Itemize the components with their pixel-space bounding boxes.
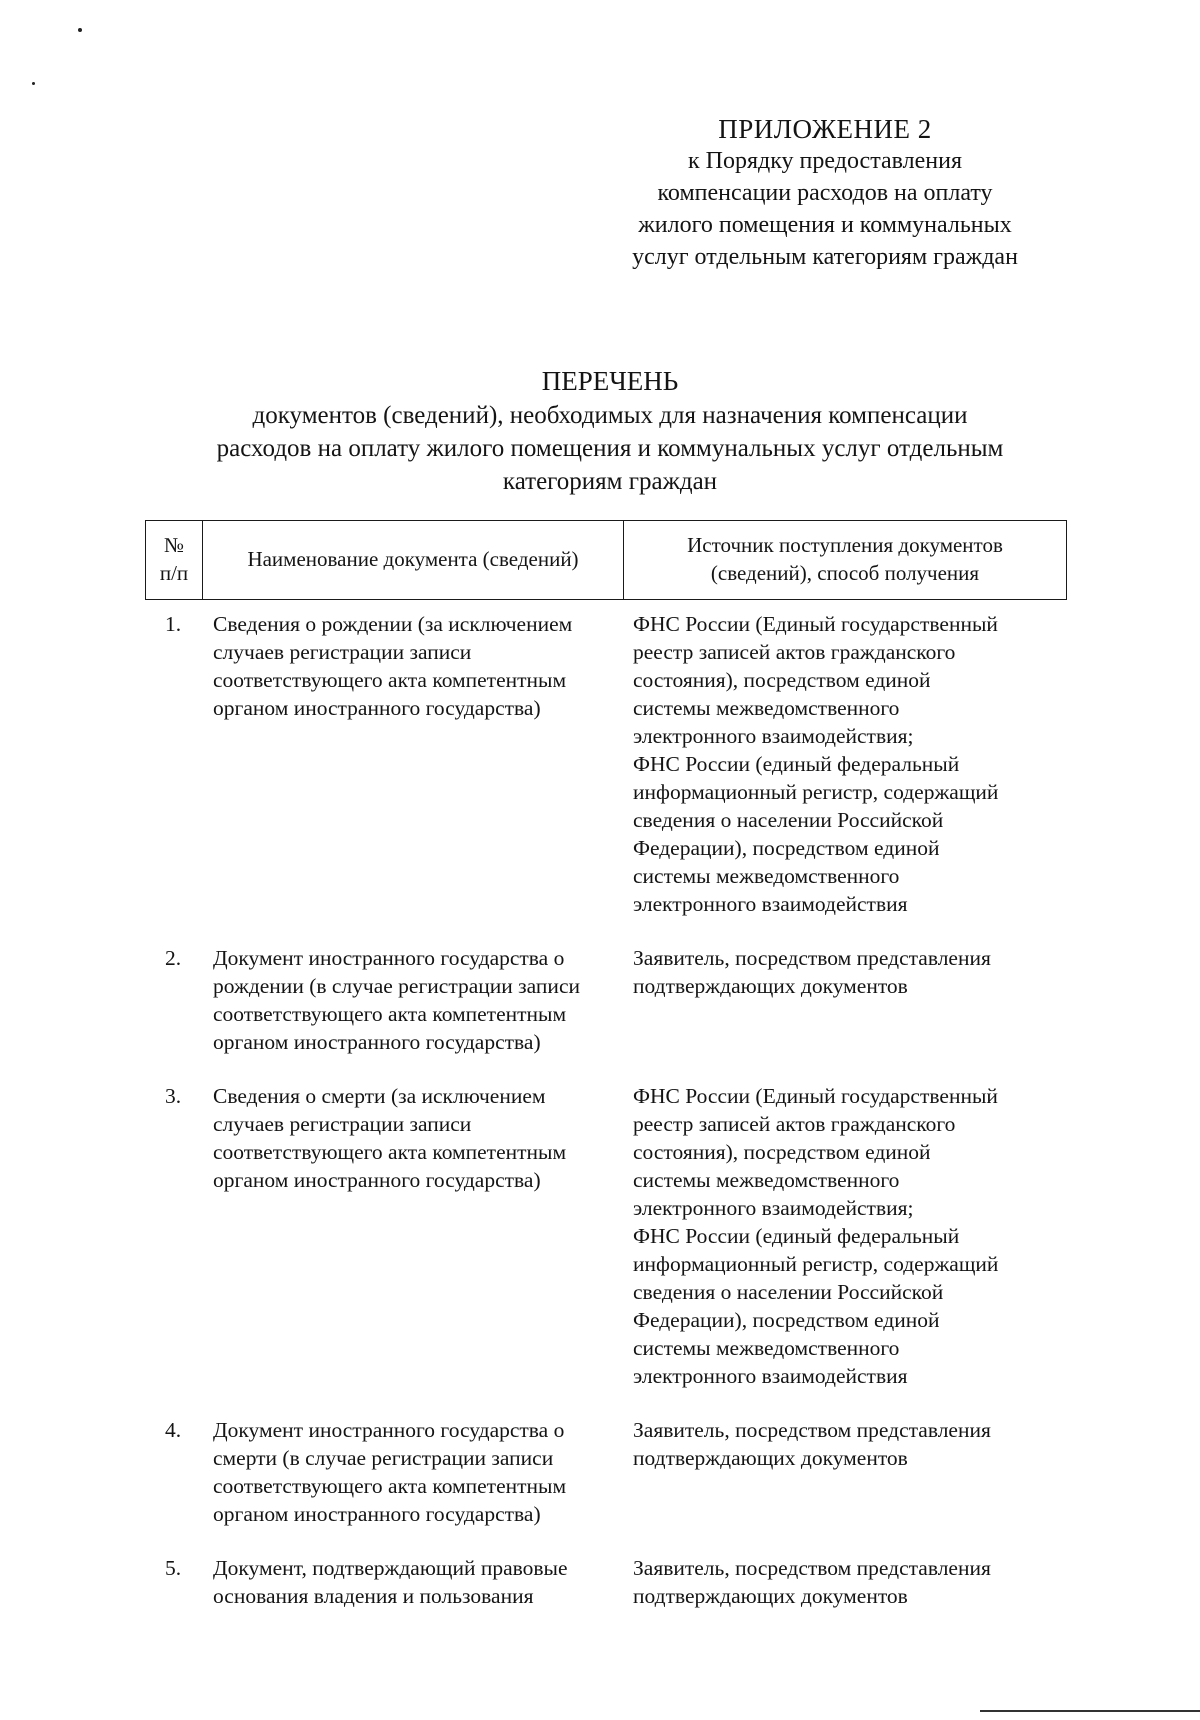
doc-line: Сведения о рождении (за исключением xyxy=(213,612,573,636)
row-document xyxy=(201,610,621,918)
src-line: состояния), посредством единой xyxy=(633,668,931,692)
table-row xyxy=(145,610,1067,918)
row-number: 4. xyxy=(164,1418,182,1442)
doc-line: органом иностранного государства) xyxy=(213,696,541,720)
table-row xyxy=(145,944,1067,1056)
doc-line: Сведения о смерти (за исключением xyxy=(213,1084,546,1108)
src-line: реестр записей актов гражданского xyxy=(633,1112,956,1136)
row-number: 3. xyxy=(164,1084,182,1108)
src-line: ФНС России (единый федеральный xyxy=(633,1224,960,1248)
row-source xyxy=(621,1416,1067,1528)
src-line: Заявитель, посредством представления xyxy=(633,1556,991,1580)
src-line: подтверждающих документов xyxy=(633,1446,908,1470)
table-row xyxy=(145,1554,1067,1610)
row-number: 5. xyxy=(164,1556,182,1580)
row-number: 1. xyxy=(164,612,182,636)
src-line: Заявитель, посредством представления xyxy=(633,1418,991,1442)
src-line: состояния), посредством единой xyxy=(633,1140,931,1164)
document-heading xyxy=(130,363,1090,498)
doc-line: соответствующего акта компетентным xyxy=(213,1474,567,1498)
doc-line: рождении (в случае регистрации записи xyxy=(213,974,580,998)
src-line: Федерации), посредством единой xyxy=(633,1308,940,1332)
header-num-line: № xyxy=(163,533,185,557)
doc-line: органом иностранного государства) xyxy=(213,1502,541,1526)
src-line: Федерации), посредством единой xyxy=(633,836,940,860)
document-subtitle-line: документов (сведений), необходимых для назначения компенсации xyxy=(252,402,968,429)
src-line: сведения о населении Российской xyxy=(633,1280,944,1304)
doc-line: соответствующего акта компетентным xyxy=(213,668,567,692)
header-src xyxy=(624,521,1067,600)
row-document xyxy=(201,1416,621,1528)
table-row xyxy=(145,1082,1067,1390)
row-document xyxy=(201,1082,621,1390)
row-source xyxy=(621,1082,1067,1390)
document-title: ПЕРЕЧЕНЬ xyxy=(541,366,679,396)
table-body xyxy=(145,610,1067,1636)
src-line: системы межведомственного xyxy=(633,1168,900,1192)
appendix-line: к Порядку предоставления xyxy=(687,148,962,174)
header-num xyxy=(146,521,203,600)
doc-line: соответствующего акта компетентным xyxy=(213,1140,567,1164)
src-line: ФНС России (Единый государственный xyxy=(633,612,998,636)
doc-line: случаев регистрации записи xyxy=(213,640,472,664)
doc-line: соответствующего акта компетентным xyxy=(213,1002,567,1026)
src-line: Заявитель, посредством представления xyxy=(633,946,991,970)
src-line: электронного взаимодействия; xyxy=(633,724,914,748)
document-subtitle-line: категориям граждан xyxy=(502,468,718,495)
doc-line: смерти (в случае регистрации записи xyxy=(213,1446,554,1470)
doc-line: Документ иностранного государства о xyxy=(213,946,565,970)
src-line: информационный регистр, содержащий xyxy=(633,780,999,804)
src-line: системы межведомственного xyxy=(633,864,900,888)
src-line: электронного взаимодействия xyxy=(633,892,908,916)
header-src-line: (сведений), способ получения xyxy=(710,561,980,585)
doc-line: случаев регистрации записи xyxy=(213,1112,472,1136)
header-doc xyxy=(203,521,624,600)
scan-speck xyxy=(32,82,35,85)
src-line: электронного взаимодействия; xyxy=(633,1196,914,1220)
scan-edge-line xyxy=(980,1710,1200,1712)
row-source xyxy=(621,610,1067,918)
row-source xyxy=(621,1554,1067,1610)
doc-line: органом иностранного государства) xyxy=(213,1030,541,1054)
src-line: информационный регистр, содержащий xyxy=(633,1252,999,1276)
header-num-line: п/п xyxy=(159,561,189,585)
appendix-block xyxy=(560,113,1090,273)
header-doc-line: Наименование документа (сведений) xyxy=(247,547,579,571)
appendix-line: компенсации расходов на оплату xyxy=(657,180,993,206)
appendix-line: жилого помещения и коммунальных xyxy=(638,212,1012,238)
appendix-title: ПРИЛОЖЕНИЕ 2 xyxy=(718,114,932,144)
table-header xyxy=(145,520,1067,600)
row-source xyxy=(621,944,1067,1056)
scan-speck xyxy=(78,28,82,32)
src-line: ФНС России (Единый государственный xyxy=(633,1084,998,1108)
doc-line: Документ иностранного государства о xyxy=(213,1418,565,1442)
table-row xyxy=(145,1416,1067,1528)
src-line: реестр записей актов гражданского xyxy=(633,640,956,664)
row-document xyxy=(201,1554,621,1610)
src-line: ФНС России (единый федеральный xyxy=(633,752,960,776)
document-subtitle-line: расходов на оплату жилого помещения и коммунальных услуг отдельным xyxy=(216,435,1004,462)
src-line: системы межведомственного xyxy=(633,696,900,720)
src-line: подтверждающих документов xyxy=(633,974,908,998)
row-number: 2. xyxy=(164,946,182,970)
src-line: системы межведомственного xyxy=(633,1336,900,1360)
src-line: сведения о населении Российской xyxy=(633,808,944,832)
doc-line: органом иностранного государства) xyxy=(213,1168,541,1192)
appendix-line: услуг отдельным категориям граждан xyxy=(632,244,1018,270)
src-line: подтверждающих документов xyxy=(633,1584,908,1608)
src-line: электронного взаимодействия xyxy=(633,1364,908,1388)
doc-line: Документ, подтверждающий правовые xyxy=(213,1556,568,1580)
doc-line: основания владения и пользования xyxy=(213,1584,534,1608)
header-src-line: Источник поступления документов xyxy=(687,533,1003,557)
row-document xyxy=(201,944,621,1056)
